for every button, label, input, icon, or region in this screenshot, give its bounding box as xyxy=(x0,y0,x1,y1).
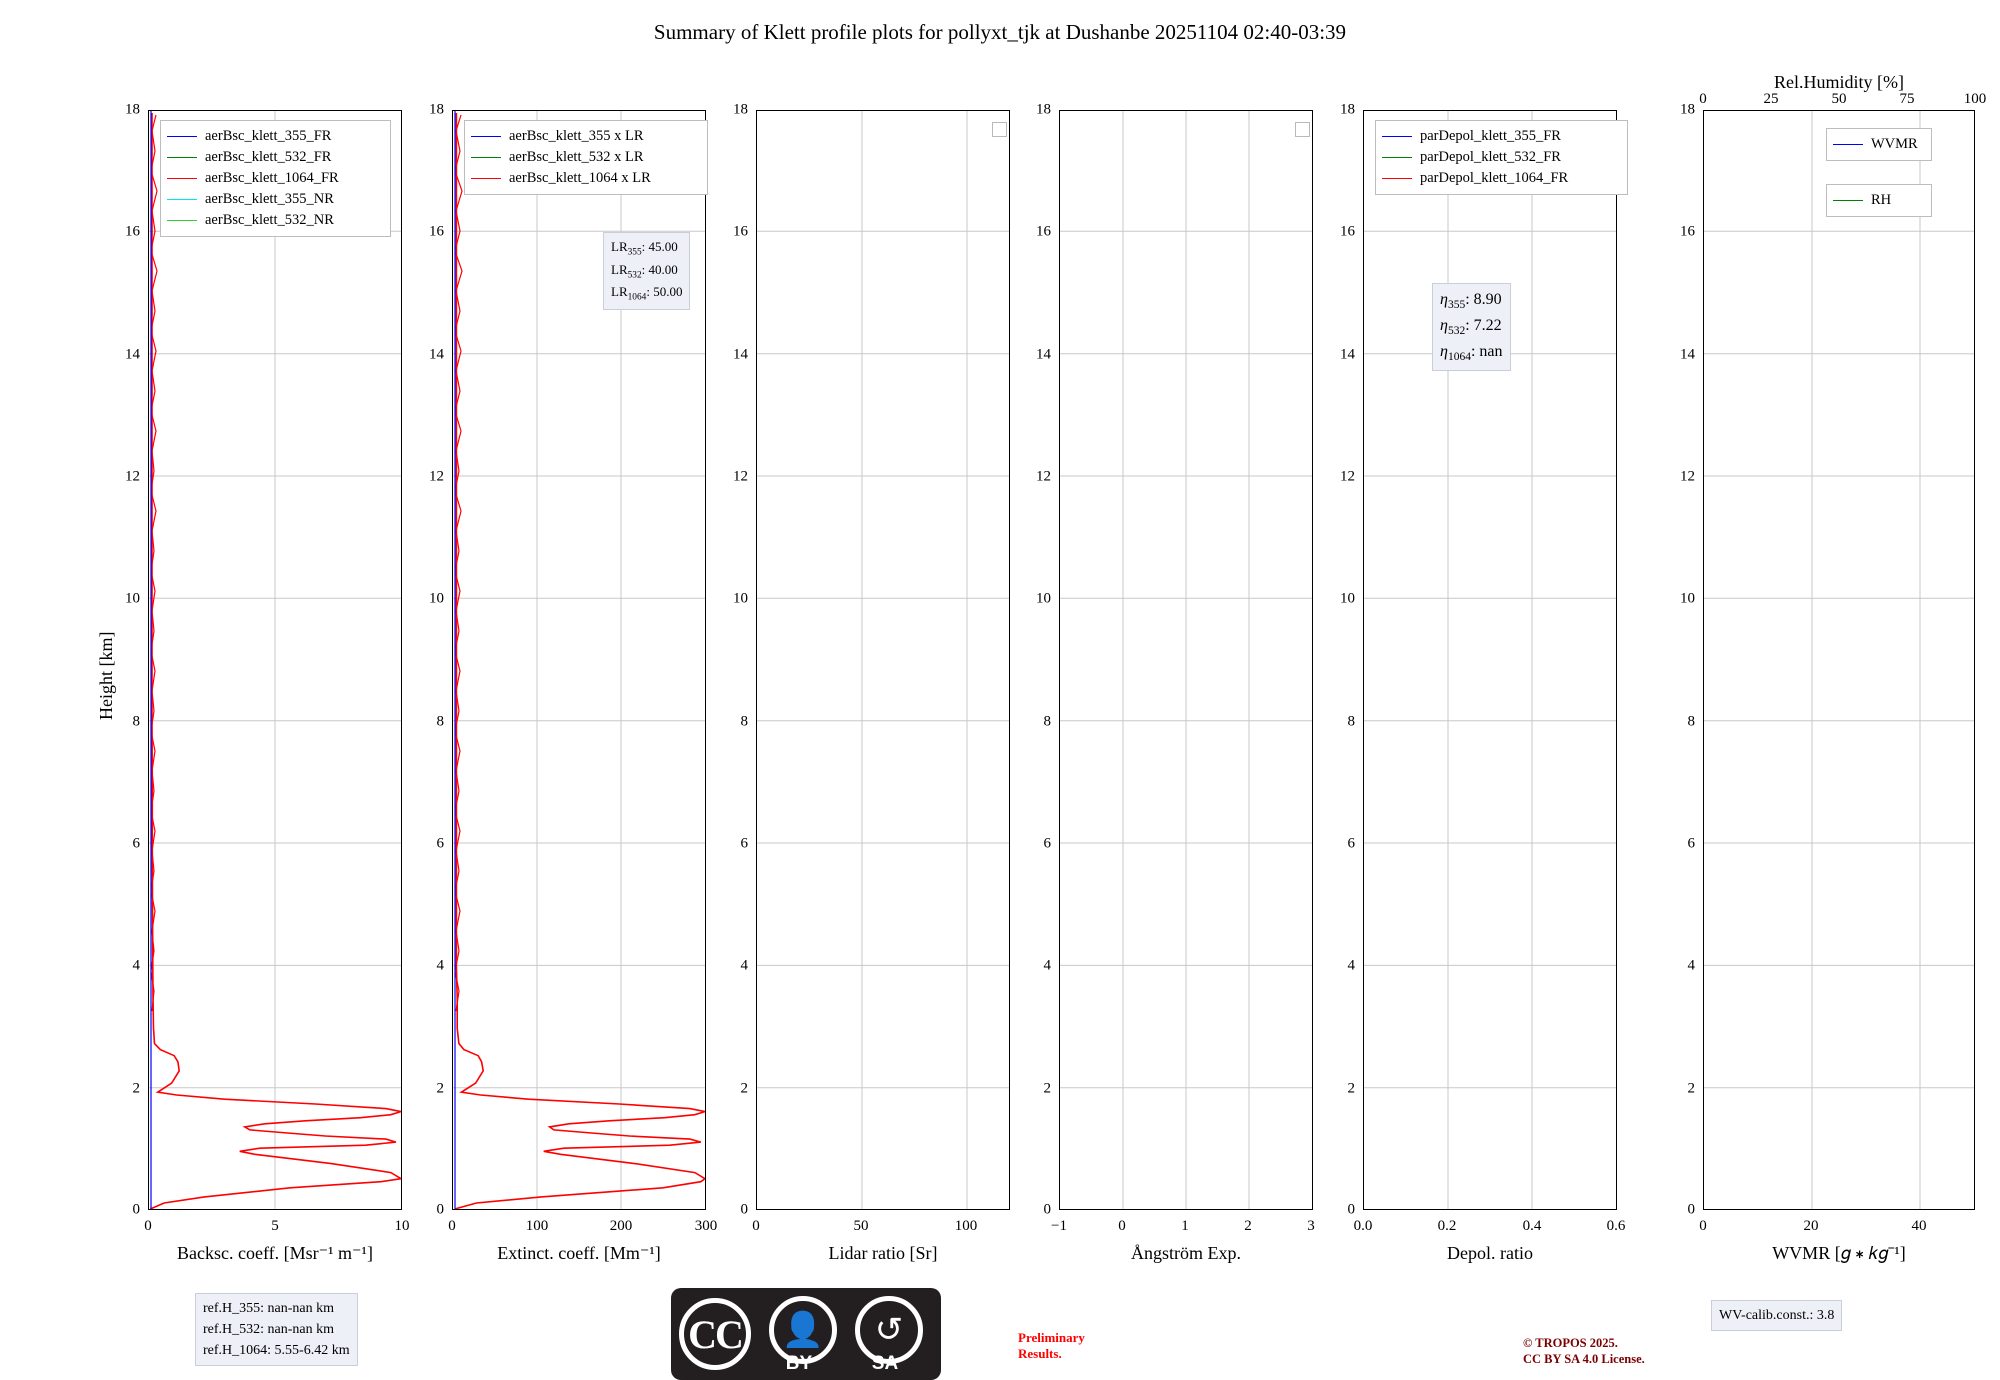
x-axis-label-backscatter: Backsc. coeff. [Msr⁻¹ m⁻¹] xyxy=(177,1243,373,1263)
ref-height-row: ref.H_355: nan-nan km xyxy=(203,1301,335,1316)
legend-wvmr xyxy=(1826,128,1932,161)
y-tick-label: 18 xyxy=(733,101,748,118)
ref-height-row: ref.H_532: nan-nan km xyxy=(203,1322,335,1337)
infobox-row: $LR_{355}$: 45.00 xyxy=(611,239,678,258)
y-tick-label: 12 xyxy=(1340,468,1355,485)
legend-swatch-icon xyxy=(167,199,197,200)
x-axis-label-wvmr: WVMR [𝑔 ∗ 𝑘𝑔⁻¹] xyxy=(1772,1243,1906,1263)
y-tick-label: 10 xyxy=(1680,590,1695,607)
legend-swatch-icon xyxy=(1833,200,1863,201)
cc-by-label: BY xyxy=(785,1353,813,1374)
cc-sa-label: SA xyxy=(871,1353,899,1374)
x-tick-label: 200 xyxy=(609,1218,633,1234)
tropos-copyright xyxy=(1523,1335,1645,1368)
x-tick-label: 0.2 xyxy=(1437,1218,1457,1234)
plot-area-wvmr xyxy=(1704,111,1974,1209)
legend-item: aerBsc_klett_532 x LR xyxy=(471,147,699,168)
x-tick-label: 0.4 xyxy=(1522,1218,1542,1234)
y-tick-label: 14 xyxy=(1680,346,1695,363)
panel-depol-ratio xyxy=(1363,110,1617,1210)
legend-item: aerBsc_klett_1064 x LR xyxy=(471,168,699,189)
x-tick-label: 10 xyxy=(394,1218,410,1234)
y-tick-label: 12 xyxy=(1036,468,1051,485)
x-tick-label: 50 xyxy=(853,1218,869,1234)
x-tick-label: 0 xyxy=(1118,1218,1126,1234)
x-tick-label: 20 xyxy=(1803,1218,1819,1234)
y-tick-label: 14 xyxy=(1340,346,1355,363)
y-tick-label: 0 xyxy=(436,1201,444,1218)
cc-by-icon: 👤 xyxy=(769,1296,837,1364)
y-tick-label: 0 xyxy=(740,1201,748,1218)
legend-item: RH xyxy=(1833,190,1923,211)
x-axis-label-extinction: Extinct. coeff. [Mm⁻¹] xyxy=(497,1243,661,1263)
legend-item: aerBsc_klett_532_FR xyxy=(167,147,382,168)
plot-area-depol-ratio xyxy=(1364,111,1616,1209)
x-tick-label: 1 xyxy=(1181,1218,1189,1234)
x-tick-label: 0 xyxy=(144,1218,152,1234)
y-tick-label: 0 xyxy=(1347,1201,1355,1218)
y-tick-label: 8 xyxy=(436,713,444,730)
tropos-line: CC BY SA 4.0 License. xyxy=(1523,1352,1645,1367)
tropos-line: © TROPOS 2025. xyxy=(1523,1336,1618,1350)
rh-tick-label: 75 xyxy=(1899,91,1915,107)
cc-label: CC xyxy=(688,1311,742,1357)
legend-swatch-icon xyxy=(1382,157,1412,158)
y-tick-label: 12 xyxy=(1680,468,1695,485)
x-tick-label: 0.0 xyxy=(1353,1218,1373,1234)
y-tick-label: 12 xyxy=(733,468,748,485)
infobox-row: $\eta_{1064}$: nan xyxy=(1440,342,1503,363)
x-tick-label: 5 xyxy=(271,1218,279,1234)
panel-wvmr xyxy=(1703,110,1975,1210)
y-tick-label: 16 xyxy=(429,223,444,240)
legend-swatch-icon xyxy=(471,178,501,179)
legend-swatch-icon xyxy=(167,178,197,179)
rh-tick-label: 0 xyxy=(1699,91,1707,107)
x-tick-label: 300 xyxy=(694,1218,718,1234)
ref-height-row: ref.H_1064: 5.55-6.42 km xyxy=(203,1343,350,1358)
y-tick-label: 2 xyxy=(132,1080,140,1097)
y-tick-label: 2 xyxy=(1043,1080,1051,1097)
y-tick-label: 2 xyxy=(1347,1080,1355,1097)
y-tick-label: 4 xyxy=(132,957,140,974)
y-tick-label: 8 xyxy=(740,713,748,730)
y-tick-label: 14 xyxy=(733,346,748,363)
cc-sa-icon: ↺ xyxy=(855,1296,923,1364)
y-tick-label: 10 xyxy=(429,590,444,607)
panel-lidar-ratio xyxy=(756,110,1010,1210)
legend-swatch-icon xyxy=(167,136,197,137)
reference-heights-box xyxy=(195,1293,358,1366)
y-tick-label: 8 xyxy=(1687,713,1695,730)
legend-swatch-icon xyxy=(167,220,197,221)
x-tick-label: 100 xyxy=(525,1218,549,1234)
legend-extinction xyxy=(464,120,708,195)
x-axis-label-lidar-ratio: Lidar ratio [Sr] xyxy=(828,1243,938,1263)
y-tick-label: 6 xyxy=(436,835,444,852)
rh-tick-label: 100 xyxy=(1963,91,1987,107)
x-tick-label: 3 xyxy=(1307,1218,1315,1234)
y-tick-label: 2 xyxy=(740,1080,748,1097)
y-tick-label: 6 xyxy=(1687,835,1695,852)
y-tick-label: 0 xyxy=(132,1201,140,1218)
legend-item: aerBsc_klett_1064_FR xyxy=(167,168,382,189)
x-axis-label-angstrom: Ångström Exp. xyxy=(1131,1243,1241,1263)
legend-swatch-icon xyxy=(1833,144,1863,145)
y-tick-label: 4 xyxy=(1043,957,1051,974)
legend-item: WVMR xyxy=(1833,134,1923,155)
legend-rh xyxy=(1826,184,1932,217)
legend-item: parDepol_klett_532_FR xyxy=(1382,147,1619,168)
x-axis-label-depol-ratio: Depol. ratio xyxy=(1447,1243,1533,1263)
legend-depol-ratio xyxy=(1375,120,1628,195)
y-tick-label: 6 xyxy=(132,835,140,852)
page-title: Summary of Klett profile plots for pollyxt_tjk at Dushanbe 20251104 02:40-03:39 xyxy=(653,20,1347,44)
infobox-row: $LR_{532}$: 40.00 xyxy=(611,261,678,281)
legend-swatch-icon xyxy=(1382,136,1412,137)
y-tick-label: 18 xyxy=(429,101,444,118)
preliminary-line: Results. xyxy=(1018,1346,1062,1362)
y-tick-label: 8 xyxy=(132,713,140,730)
x-tick-label: 2 xyxy=(1244,1218,1252,1234)
rh-axis-label: Rel.Humidity [%] xyxy=(1774,72,1904,92)
wv-calib-row: WV-calib.const.: 3.8 xyxy=(1719,1308,1835,1323)
y-axis-label: Height [km] xyxy=(96,631,116,720)
y-tick-label: 4 xyxy=(740,957,748,974)
legend-item: aerBsc_klett_355_NR xyxy=(167,189,382,210)
eta-infobox xyxy=(1432,283,1511,371)
y-tick-label: 16 xyxy=(1680,223,1695,240)
y-tick-label: 0 xyxy=(1687,1201,1695,1218)
y-tick-label: 6 xyxy=(1043,835,1051,852)
x-tick-label: 100 xyxy=(954,1218,978,1234)
x-tick-label: 0 xyxy=(752,1218,760,1234)
x-tick-label: 0.6 xyxy=(1606,1218,1626,1234)
legend-swatch-icon xyxy=(471,136,501,137)
infobox-row: $\eta_{532}$: 7.22 xyxy=(1440,316,1502,338)
cc-badges xyxy=(759,1288,941,1380)
y-tick-label: 10 xyxy=(1036,590,1051,607)
y-tick-label: 10 xyxy=(733,590,748,607)
infobox-row: $LR_{1064}$: 50.00 xyxy=(611,284,683,303)
cc-icon xyxy=(671,1288,759,1380)
rh-tick-label: 25 xyxy=(1763,91,1779,107)
legend-lidar-ratio-empty xyxy=(992,122,1007,137)
legend-item: parDepol_klett_355_FR xyxy=(1382,126,1619,147)
y-tick-label: 8 xyxy=(1043,713,1051,730)
y-tick-label: 18 xyxy=(1036,101,1051,118)
y-tick-label: 10 xyxy=(1340,590,1355,607)
cc-license-badge[interactable] xyxy=(671,1288,941,1380)
y-tick-label: 16 xyxy=(1340,223,1355,240)
y-tick-label: 14 xyxy=(125,346,140,363)
legend-swatch-icon xyxy=(1382,178,1412,179)
y-tick-label: 16 xyxy=(125,223,140,240)
y-tick-label: 18 xyxy=(125,101,140,118)
legend-item: aerBsc_klett_532_NR xyxy=(167,210,382,231)
preliminary-note xyxy=(1018,1330,1085,1363)
y-tick-label: 6 xyxy=(1347,835,1355,852)
panel-angstrom xyxy=(1059,110,1313,1210)
y-tick-label: 2 xyxy=(1687,1080,1695,1097)
preliminary-line: Preliminary xyxy=(1018,1330,1085,1345)
y-tick-label: 12 xyxy=(429,468,444,485)
legend-item: parDepol_klett_1064_FR xyxy=(1382,168,1619,189)
y-tick-label: 0 xyxy=(1043,1201,1051,1218)
y-tick-label: 16 xyxy=(733,223,748,240)
plot-area-angstrom xyxy=(1060,111,1312,1209)
y-tick-label: 18 xyxy=(1680,101,1695,118)
plot-area-backscatter xyxy=(149,111,401,1209)
y-tick-label: 8 xyxy=(1347,713,1355,730)
y-tick-label: 4 xyxy=(1347,957,1355,974)
legend-backscatter xyxy=(160,120,391,237)
plot-area-lidar-ratio xyxy=(757,111,1009,1209)
y-tick-label: 18 xyxy=(1340,101,1355,118)
x-tick-label: −1 xyxy=(1051,1218,1067,1234)
y-tick-label: 14 xyxy=(1036,346,1051,363)
legend-swatch-icon xyxy=(471,157,501,158)
y-tick-label: 12 xyxy=(125,468,140,485)
legend-angstrom-empty xyxy=(1295,122,1310,137)
lidar-ratio-infobox xyxy=(603,232,690,310)
y-tick-label: 4 xyxy=(436,957,444,974)
y-tick-label: 10 xyxy=(125,590,140,607)
legend-item: aerBsc_klett_355 x LR xyxy=(471,126,699,147)
panel-backscatter xyxy=(148,110,402,1210)
rh-tick-label: 50 xyxy=(1831,91,1847,107)
y-tick-label: 4 xyxy=(1687,957,1695,974)
x-tick-label: 40 xyxy=(1911,1218,1927,1234)
y-tick-label: 2 xyxy=(436,1080,444,1097)
x-tick-label: 0 xyxy=(1699,1218,1707,1234)
legend-swatch-icon xyxy=(167,157,197,158)
y-tick-label: 6 xyxy=(740,835,748,852)
y-tick-label: 16 xyxy=(1036,223,1051,240)
wv-calib-box xyxy=(1711,1300,1842,1331)
y-tick-label: 14 xyxy=(429,346,444,363)
legend-item: aerBsc_klett_355_FR xyxy=(167,126,382,147)
x-tick-label: 0 xyxy=(448,1218,456,1234)
infobox-row: $\eta_{355}$: 8.90 xyxy=(1440,291,1502,312)
